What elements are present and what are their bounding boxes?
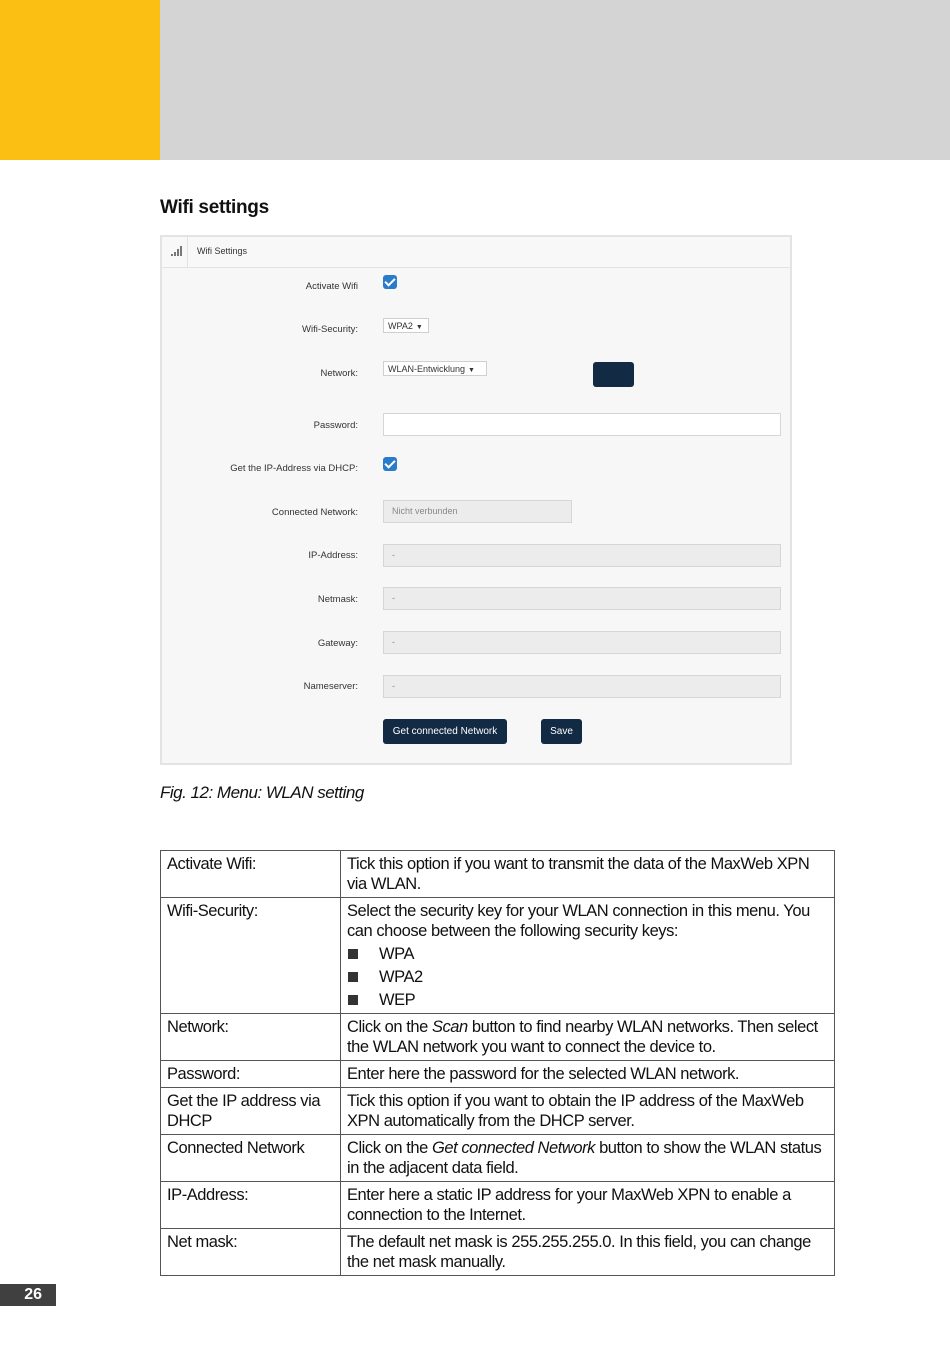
figure-caption: Fig. 12: Menu: WLAN setting [160, 783, 364, 802]
table-description [341, 1135, 835, 1182]
wifi-security-label: Wifi-Security: [302, 324, 358, 335]
table-row [161, 1182, 835, 1229]
network-value: WLAN-Entwicklung [388, 364, 466, 374]
get-connected-network-button[interactable]: Get connected Network [383, 719, 507, 744]
header-grey-band [160, 0, 950, 160]
save-button[interactable]: Save [541, 719, 582, 744]
scan-button[interactable] [593, 362, 634, 387]
table-description-text: Select the security key for your WLAN connection in this menu. You can choose between the following security keys: [347, 902, 810, 940]
table-description: Enter here a static IP address for your MaxWeb XPN to enable a connection to the Internet. [341, 1182, 835, 1229]
connected-network-field: Nicht verbunden [383, 500, 572, 523]
list-item: WEP [347, 990, 828, 1010]
nameserver-input[interactable]: - [383, 675, 781, 698]
password-input[interactable] [383, 413, 781, 436]
activate-wifi-label: Activate Wifi [305, 281, 358, 292]
chevron-down-icon: ▼ [468, 367, 475, 374]
ip-address-input[interactable]: - [383, 544, 781, 567]
table-row [161, 898, 835, 1014]
activate-wifi-checkbox[interactable] [383, 275, 397, 289]
ip-address-label: IP-Address: [308, 550, 358, 561]
table-row [161, 1135, 835, 1182]
dhcp-checkbox[interactable] [383, 457, 397, 471]
table-row [161, 1061, 835, 1088]
description-emphasis: Get connected Network [431, 1139, 595, 1157]
wifi-settings-screenshot [160, 235, 792, 765]
table-description: The default net mask is 255.255.255.0. In this field, you can change the net mask manually. [341, 1229, 835, 1276]
table-description [341, 1014, 835, 1061]
table-row [161, 1088, 835, 1135]
wifi-security-select[interactable] [383, 318, 429, 333]
network-label: Network: [320, 368, 358, 379]
description-emphasis: Scan [431, 1018, 468, 1036]
header-divider [187, 237, 188, 267]
table-term: Wifi-Security: [161, 898, 341, 1014]
page-number: 26 [0, 1284, 56, 1306]
description-text: button to find nearby WLAN networks. Then select the WLAN network you want to connect the device to. [347, 1018, 818, 1056]
table-description [341, 898, 835, 1014]
table-row [161, 1229, 835, 1276]
chevron-down-icon: ▼ [415, 324, 423, 331]
list-item: WPA [347, 944, 828, 964]
table-row [161, 851, 835, 898]
dhcp-label: Get the IP-Address via DHCP: [230, 463, 358, 474]
panel-title: Wifi Settings [197, 246, 248, 256]
gateway-input[interactable]: - [383, 631, 781, 654]
header-accent-band [0, 0, 160, 160]
table-description: Tick this option if you want to transmit the data of the MaxWeb XPN via WLAN. [341, 851, 835, 898]
table-term: Activate Wifi: [161, 851, 341, 898]
table-term: Net mask: [161, 1229, 341, 1276]
table-term: Get the IP address via DHCP [161, 1088, 341, 1135]
table-term: IP-Address: [161, 1182, 341, 1229]
wifi-security-value: WPA2 [388, 321, 413, 331]
description-text: button to show the WLAN status in the adjacent data field. [347, 1139, 822, 1177]
table-description: Tick this option if you want to obtain the IP address of the MaxWeb XPN automatically from the DHCP server. [341, 1088, 835, 1135]
signal-icon [171, 246, 183, 256]
section-title: Wifi settings [160, 197, 269, 218]
table-term: Password: [161, 1061, 341, 1088]
table-term: Network: [161, 1014, 341, 1061]
connected-network-label: Connected Network: [271, 507, 358, 518]
netmask-input[interactable]: - [383, 587, 781, 610]
netmask-label: Netmask: [317, 594, 358, 605]
network-select[interactable] [383, 361, 487, 376]
nameserver-label: Nameserver: [303, 681, 358, 692]
settings-description-table [160, 850, 835, 1276]
list-item: WPA2 [347, 967, 828, 987]
table-row [161, 1014, 835, 1061]
password-label: Password: [313, 420, 358, 431]
gateway-label: Gateway: [317, 638, 358, 649]
description-text: Click on the [347, 1018, 432, 1036]
description-text: Click on the [347, 1139, 432, 1157]
panel-header [162, 237, 790, 268]
table-description: Enter here the password for the selected WLAN network. [341, 1061, 835, 1088]
table-term: Connected Network [161, 1135, 341, 1182]
